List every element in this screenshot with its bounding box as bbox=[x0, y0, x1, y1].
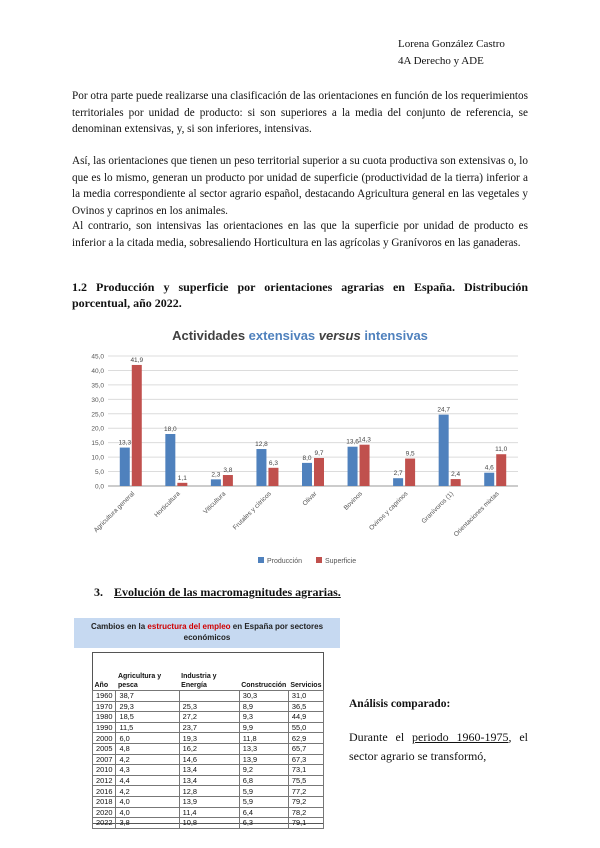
data-label: 3,8 bbox=[223, 467, 233, 475]
table-cell: 9,3 bbox=[239, 712, 288, 723]
table-cell: 2020 bbox=[93, 807, 116, 818]
table-cell: 67,3 bbox=[288, 754, 323, 765]
table-cell: 79,2 bbox=[288, 796, 323, 807]
x-tick-label: Viticultura bbox=[202, 490, 228, 516]
x-tick-label: Granívoros (1) bbox=[420, 490, 456, 526]
table-title-part-1: Cambios en la bbox=[90, 622, 148, 631]
employment-table bbox=[92, 672, 324, 829]
table-row bbox=[93, 722, 324, 733]
bar-superficie bbox=[451, 479, 461, 486]
table-cell: 18,5 bbox=[116, 712, 179, 723]
y-tick-label: 20,0 bbox=[91, 425, 104, 433]
paragraph-3: Al contrario, son intensivas las orientaciones en las que la superficie por unidad de producto es inferior a la citada media, sobresaliendo Horticultura en las agrícolas y Granívoros en las ganaderas. bbox=[72, 220, 528, 249]
table-cell: 1980 bbox=[93, 712, 116, 723]
data-label: 9,7 bbox=[314, 449, 324, 457]
table-cell: 6,4 bbox=[239, 807, 288, 818]
y-tick-label: 0,0 bbox=[94, 483, 104, 491]
y-tick-label: 15,0 bbox=[91, 440, 104, 448]
data-label: 2,7 bbox=[393, 470, 403, 478]
data-label: 2,4 bbox=[451, 471, 461, 479]
table-row bbox=[93, 765, 324, 776]
paragraph-1: Por otra parte puede realizarse una clasificación de las orientaciones en función de los requerimientos territoriales por unidad de producto: si son superiores a la media del conjunto de referencia, se denominan extensivas, y, si son inferiores, intensivas. bbox=[72, 90, 528, 135]
header-year: Año bbox=[94, 682, 109, 689]
table-cell: 29,3 bbox=[116, 701, 179, 712]
table-cell: 4,8 bbox=[116, 743, 179, 754]
table-row bbox=[93, 775, 324, 786]
bar-superficie bbox=[132, 365, 142, 486]
data-label: 4,6 bbox=[484, 464, 494, 472]
bar-producción bbox=[165, 434, 175, 486]
y-tick-label: 30,0 bbox=[91, 396, 104, 404]
table-row bbox=[93, 818, 324, 829]
table-cell: 65,7 bbox=[288, 743, 323, 754]
bar-superficie bbox=[268, 468, 278, 486]
table-cell: 4,2 bbox=[116, 754, 179, 765]
table-cell: 77,2 bbox=[288, 786, 323, 797]
y-tick-label: 45,0 bbox=[91, 353, 104, 361]
table-row bbox=[93, 786, 324, 797]
table-cell: 2005 bbox=[93, 743, 116, 754]
table-body bbox=[93, 691, 324, 829]
x-tick-label: Bovinos bbox=[342, 490, 364, 512]
table-cell: 25,3 bbox=[179, 701, 239, 712]
table-cell: 44,9 bbox=[288, 712, 323, 723]
bar-producción bbox=[393, 478, 403, 486]
table-cell: 4,0 bbox=[116, 807, 179, 818]
data-label: 9,5 bbox=[405, 450, 415, 458]
y-tick-label: 5,0 bbox=[94, 469, 104, 477]
table-cell: 5,9 bbox=[239, 786, 288, 797]
table-row bbox=[93, 712, 324, 723]
table-cell: 2018 bbox=[93, 796, 116, 807]
header-services: Servicios bbox=[290, 682, 322, 689]
data-label: 13,3 bbox=[118, 439, 132, 447]
section-heading-1-2: 1.2 Producción y superficie por orientaciones agrarias en España. Distribución porcentual, año 2022. bbox=[72, 280, 528, 310]
bar-superficie bbox=[360, 445, 370, 486]
table-cell: 62,9 bbox=[288, 733, 323, 744]
table-row bbox=[93, 796, 324, 807]
table-row bbox=[93, 733, 324, 744]
table-cell: 10,8 bbox=[179, 818, 239, 829]
header-construction: Construcción bbox=[241, 682, 287, 689]
bar-producción bbox=[256, 449, 266, 486]
table-cell: 23,7 bbox=[179, 722, 239, 733]
table-row bbox=[93, 743, 324, 754]
chart-title-part: Actividades bbox=[172, 328, 249, 343]
table-cell: 55,0 bbox=[288, 722, 323, 733]
section-heading-3 bbox=[94, 585, 341, 600]
table-cell: 16,2 bbox=[179, 743, 239, 754]
table-cell: 30,3 bbox=[239, 691, 288, 702]
table-title bbox=[74, 618, 340, 648]
table-cell: 2010 bbox=[93, 765, 116, 776]
y-tick-label: 25,0 bbox=[91, 411, 104, 419]
table-cell: 9,2 bbox=[239, 765, 288, 776]
table-cell: 2007 bbox=[93, 754, 116, 765]
bar-producción bbox=[484, 473, 494, 486]
y-tick-label: 10,0 bbox=[91, 454, 104, 462]
table-cell: 3,8 bbox=[116, 818, 179, 829]
x-tick-label: Horticultura bbox=[153, 490, 182, 519]
bar-superficie bbox=[314, 458, 324, 486]
data-label: 24,7 bbox=[437, 406, 450, 414]
author-name: Lorena González Castro bbox=[398, 38, 505, 50]
x-tick-label: Agricultura general bbox=[92, 490, 137, 534]
table-header-row bbox=[93, 672, 324, 691]
table-cell: 36,5 bbox=[288, 701, 323, 712]
table-cell: 1970 bbox=[93, 701, 116, 712]
table-cell: 13,4 bbox=[179, 765, 239, 776]
data-label: 18,0 bbox=[164, 426, 177, 433]
table-row bbox=[93, 807, 324, 818]
data-label: 1,1 bbox=[177, 474, 187, 482]
header-agriculture: Agricultura y pesca bbox=[117, 673, 162, 689]
table-cell: 13,4 bbox=[179, 775, 239, 786]
table-cell: 2016 bbox=[93, 786, 116, 797]
legend-label: Superficie bbox=[325, 558, 357, 565]
table-cell: 13,9 bbox=[239, 754, 288, 765]
table-row bbox=[93, 701, 324, 712]
data-label: 13,6 bbox=[346, 438, 359, 446]
chart-title-part: versus bbox=[318, 328, 361, 343]
analysis-heading: Análisis comparado: bbox=[349, 698, 451, 710]
table-cell: 1960 bbox=[93, 691, 116, 702]
table-cell: 75,5 bbox=[288, 775, 323, 786]
table-cell: 78,2 bbox=[288, 807, 323, 818]
author-block bbox=[398, 36, 505, 70]
analysis-lead: Durante el bbox=[349, 730, 412, 744]
table-cell: 13,9 bbox=[179, 796, 239, 807]
table-cell: 12,8 bbox=[179, 786, 239, 797]
table-cell bbox=[179, 691, 239, 702]
analysis-period: periodo 1960-1975 bbox=[412, 730, 509, 744]
table-cell: 11,5 bbox=[116, 722, 179, 733]
data-label: 14,3 bbox=[358, 436, 371, 444]
paragraph-2: Así, las orientaciones que tienen un peso territorial superior a su cuota productiva son extensivas o, lo que es lo mismo, generan un producto por unidad de superficie (productividad de la tierra) inferior a la media correspondiente al sector agrario español, destacando Agricultura general en las vegetales y Ovinos y caprinos en los animales. bbox=[72, 155, 528, 217]
analysis-paragraph bbox=[349, 728, 528, 766]
table-title-part-2: estructura del empleo bbox=[147, 622, 231, 631]
section-title: Evolución de las macromagnitudes agrarias. bbox=[114, 585, 341, 599]
data-label: 8,0 bbox=[302, 454, 312, 462]
x-tick-label: Ovinos y caprinos bbox=[368, 490, 410, 532]
table-row bbox=[93, 754, 324, 765]
table-cell: 2000 bbox=[93, 733, 116, 744]
x-tick-label: Orientaciones mixtas bbox=[452, 490, 501, 539]
table-cell: 27,2 bbox=[179, 712, 239, 723]
table-cell: 19,3 bbox=[179, 733, 239, 744]
bar-producción bbox=[302, 463, 312, 486]
data-label: 11,0 bbox=[495, 446, 508, 454]
table-cell: 2022 bbox=[93, 818, 116, 829]
bar-producción bbox=[348, 447, 358, 486]
bar-superficie bbox=[405, 459, 415, 486]
bar-superficie bbox=[496, 454, 506, 486]
table-cell: 4,0 bbox=[116, 796, 179, 807]
table-cell: 38,7 bbox=[116, 691, 179, 702]
bar-chart bbox=[78, 320, 522, 582]
table-cell: 4,3 bbox=[116, 765, 179, 776]
y-tick-label: 40,0 bbox=[91, 367, 104, 375]
table-cell: 1990 bbox=[93, 722, 116, 733]
chart-title-part: intensivas bbox=[360, 328, 428, 343]
table-cell: 73,1 bbox=[288, 765, 323, 776]
chart-svg bbox=[78, 320, 522, 582]
x-tick-label: Frutales y cítricos bbox=[231, 490, 273, 532]
table-cell: 11,4 bbox=[179, 807, 239, 818]
legend-swatch-producción bbox=[258, 557, 264, 563]
table-cell: 13,3 bbox=[239, 743, 288, 754]
x-tick-label: Olivar bbox=[301, 490, 319, 508]
employment-table-figure bbox=[74, 618, 340, 828]
data-label: 12,8 bbox=[255, 441, 268, 449]
table-cell: 11,8 bbox=[239, 733, 288, 744]
table-cell: 6,0 bbox=[116, 733, 179, 744]
legend-swatch-superficie bbox=[316, 557, 322, 563]
table-cell: 8,9 bbox=[239, 701, 288, 712]
table-cell: 4,2 bbox=[116, 786, 179, 797]
data-label: 41,9 bbox=[130, 356, 144, 364]
bar-producción bbox=[120, 448, 130, 486]
table-cell: 6,8 bbox=[239, 775, 288, 786]
table-row bbox=[93, 691, 324, 702]
data-label: 2,3 bbox=[211, 471, 221, 479]
table-cell: 9,9 bbox=[239, 722, 288, 733]
bar-superficie bbox=[177, 483, 187, 486]
section-number: 3. bbox=[94, 585, 103, 599]
table-cell: 5,9 bbox=[239, 796, 288, 807]
y-tick-label: 35,0 bbox=[91, 382, 104, 390]
legend-label: Producción bbox=[267, 558, 303, 565]
data-label: 6,3 bbox=[268, 459, 278, 467]
analysis-rest: , el sector agrario se transformó, bbox=[349, 730, 528, 763]
chart-title-part: extensivas bbox=[248, 328, 319, 343]
table-cell: 2012 bbox=[93, 775, 116, 786]
bar-superficie bbox=[223, 475, 233, 486]
header-industry: Industria y Energía bbox=[181, 673, 217, 689]
chart-title bbox=[172, 328, 428, 343]
table-title-part-3: en España por sectores económicos bbox=[183, 622, 324, 642]
table-cell: 4,4 bbox=[116, 775, 179, 786]
bar-producción bbox=[211, 479, 221, 486]
author-course: 4A Derecho y ADE bbox=[398, 55, 484, 67]
table-cell: 14,6 bbox=[179, 754, 239, 765]
bar-producción bbox=[439, 415, 449, 486]
table-cell: 79,1 bbox=[288, 818, 323, 829]
table-cell: 6,3 bbox=[239, 818, 288, 829]
table-cell: 31,0 bbox=[288, 691, 323, 702]
